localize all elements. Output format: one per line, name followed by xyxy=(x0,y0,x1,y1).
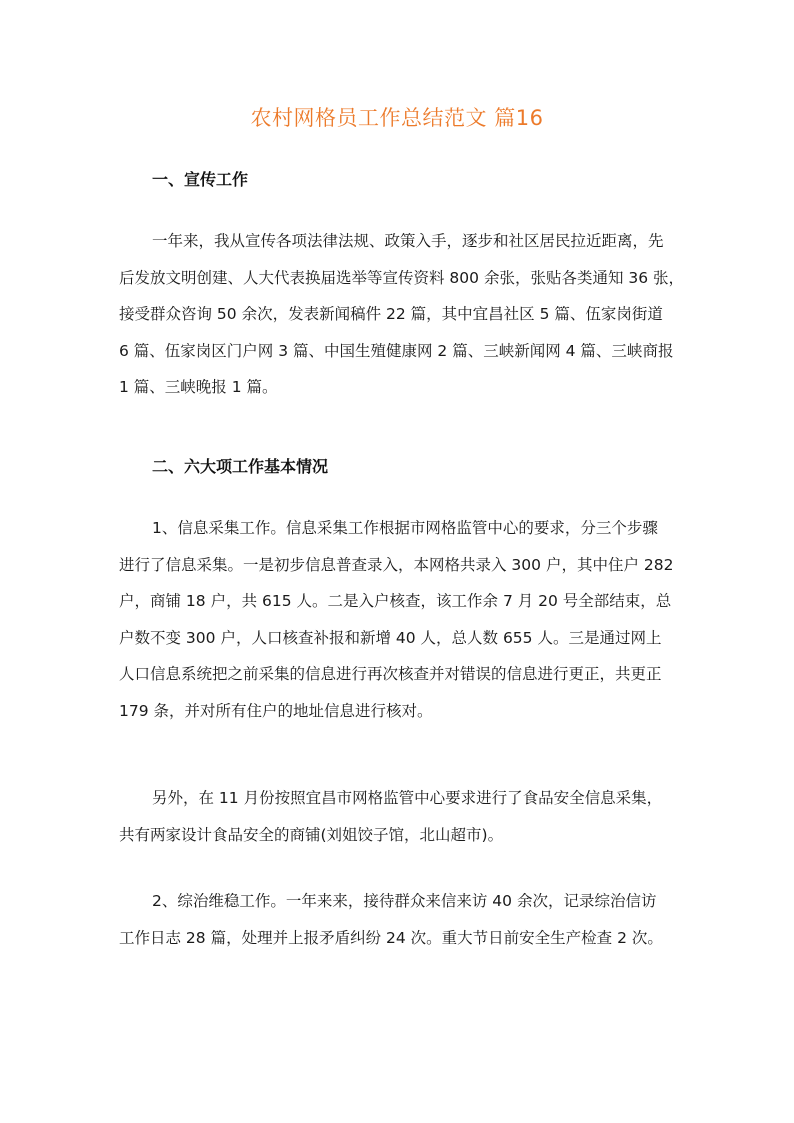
paragraph-line: 1、信息采集工作。信息采集工作根据市网格监管中心的要求，分三个步骤 xyxy=(152,519,658,537)
paragraph-line: 6 篇、伍家岗区门户网 3 篇、中国生殖健康网 2 篇、三峡新闻网 4 篇、三峡商报 xyxy=(119,341,674,360)
document-title: 农村网格员工作总结范文 篇16 xyxy=(250,106,544,130)
paragraph-line: 户数不变 300 户，人口核查补报和新增 40 人，总人数 655 人。三是通过网上 xyxy=(119,628,662,647)
section-heading-six-tasks: 二、六大项工作基本情况 xyxy=(152,457,329,476)
section-heading-publicity: 一、宣传工作 xyxy=(152,170,249,189)
paragraph-line: 工作日志 28 篇，处理并上报矛盾纠纷 24 次。重大节日前安全生产检查 2 次。 xyxy=(119,928,663,947)
paragraph-line: 一年来，我从宣传各项法律法规、政策入手，逐步和社区居民拉近距离，先 xyxy=(152,232,664,250)
paragraph-line: 人口信息系统把之前采集的信息进行再次核查并对错误的信息进行更正，共更正 xyxy=(119,665,662,684)
paragraph-line: 1 篇、三峡晚报 1 篇。 xyxy=(119,378,278,397)
paragraph-info-collection xyxy=(119,510,677,730)
paragraph-line: 共有两家设计食品安全的商铺(刘姐饺子馆，北山超市)。 xyxy=(119,825,504,844)
paragraph-line: 后发放文明创建、人大代表换届选举等宣传资料 800 余张，张贴各类通知 36 张， xyxy=(119,268,685,287)
paragraph-line: 179 条，并对所有住户的地址信息进行核对。 xyxy=(119,701,433,720)
paragraph-line: 进行了信息采集。一是初步信息普查录入，本网格共录入 300 户，其中住户 282 xyxy=(119,555,674,574)
paragraph-line: 另外，在 11 月份按照宜昌市网格监管中心要求进行了食品安全信息采集， xyxy=(152,789,663,807)
paragraph-line: 接受群众咨询 50 余次，发表新闻稿件 22 篇，其中宜昌社区 5 篇、伍家岗街道 xyxy=(119,305,663,324)
paragraph-line: 2、综治维稳工作。一年来来，接待群众来信来访 40 余次，记录综治信访 xyxy=(152,892,657,910)
paragraph-publicity xyxy=(119,223,685,406)
paragraph-stability xyxy=(119,883,677,956)
paragraph-food-safety xyxy=(119,780,677,853)
paragraph-line: 户，商铺 18 户，共 615 人。二是入户核查，该工作余 7 月 20 号全部结束，总 xyxy=(119,592,672,611)
